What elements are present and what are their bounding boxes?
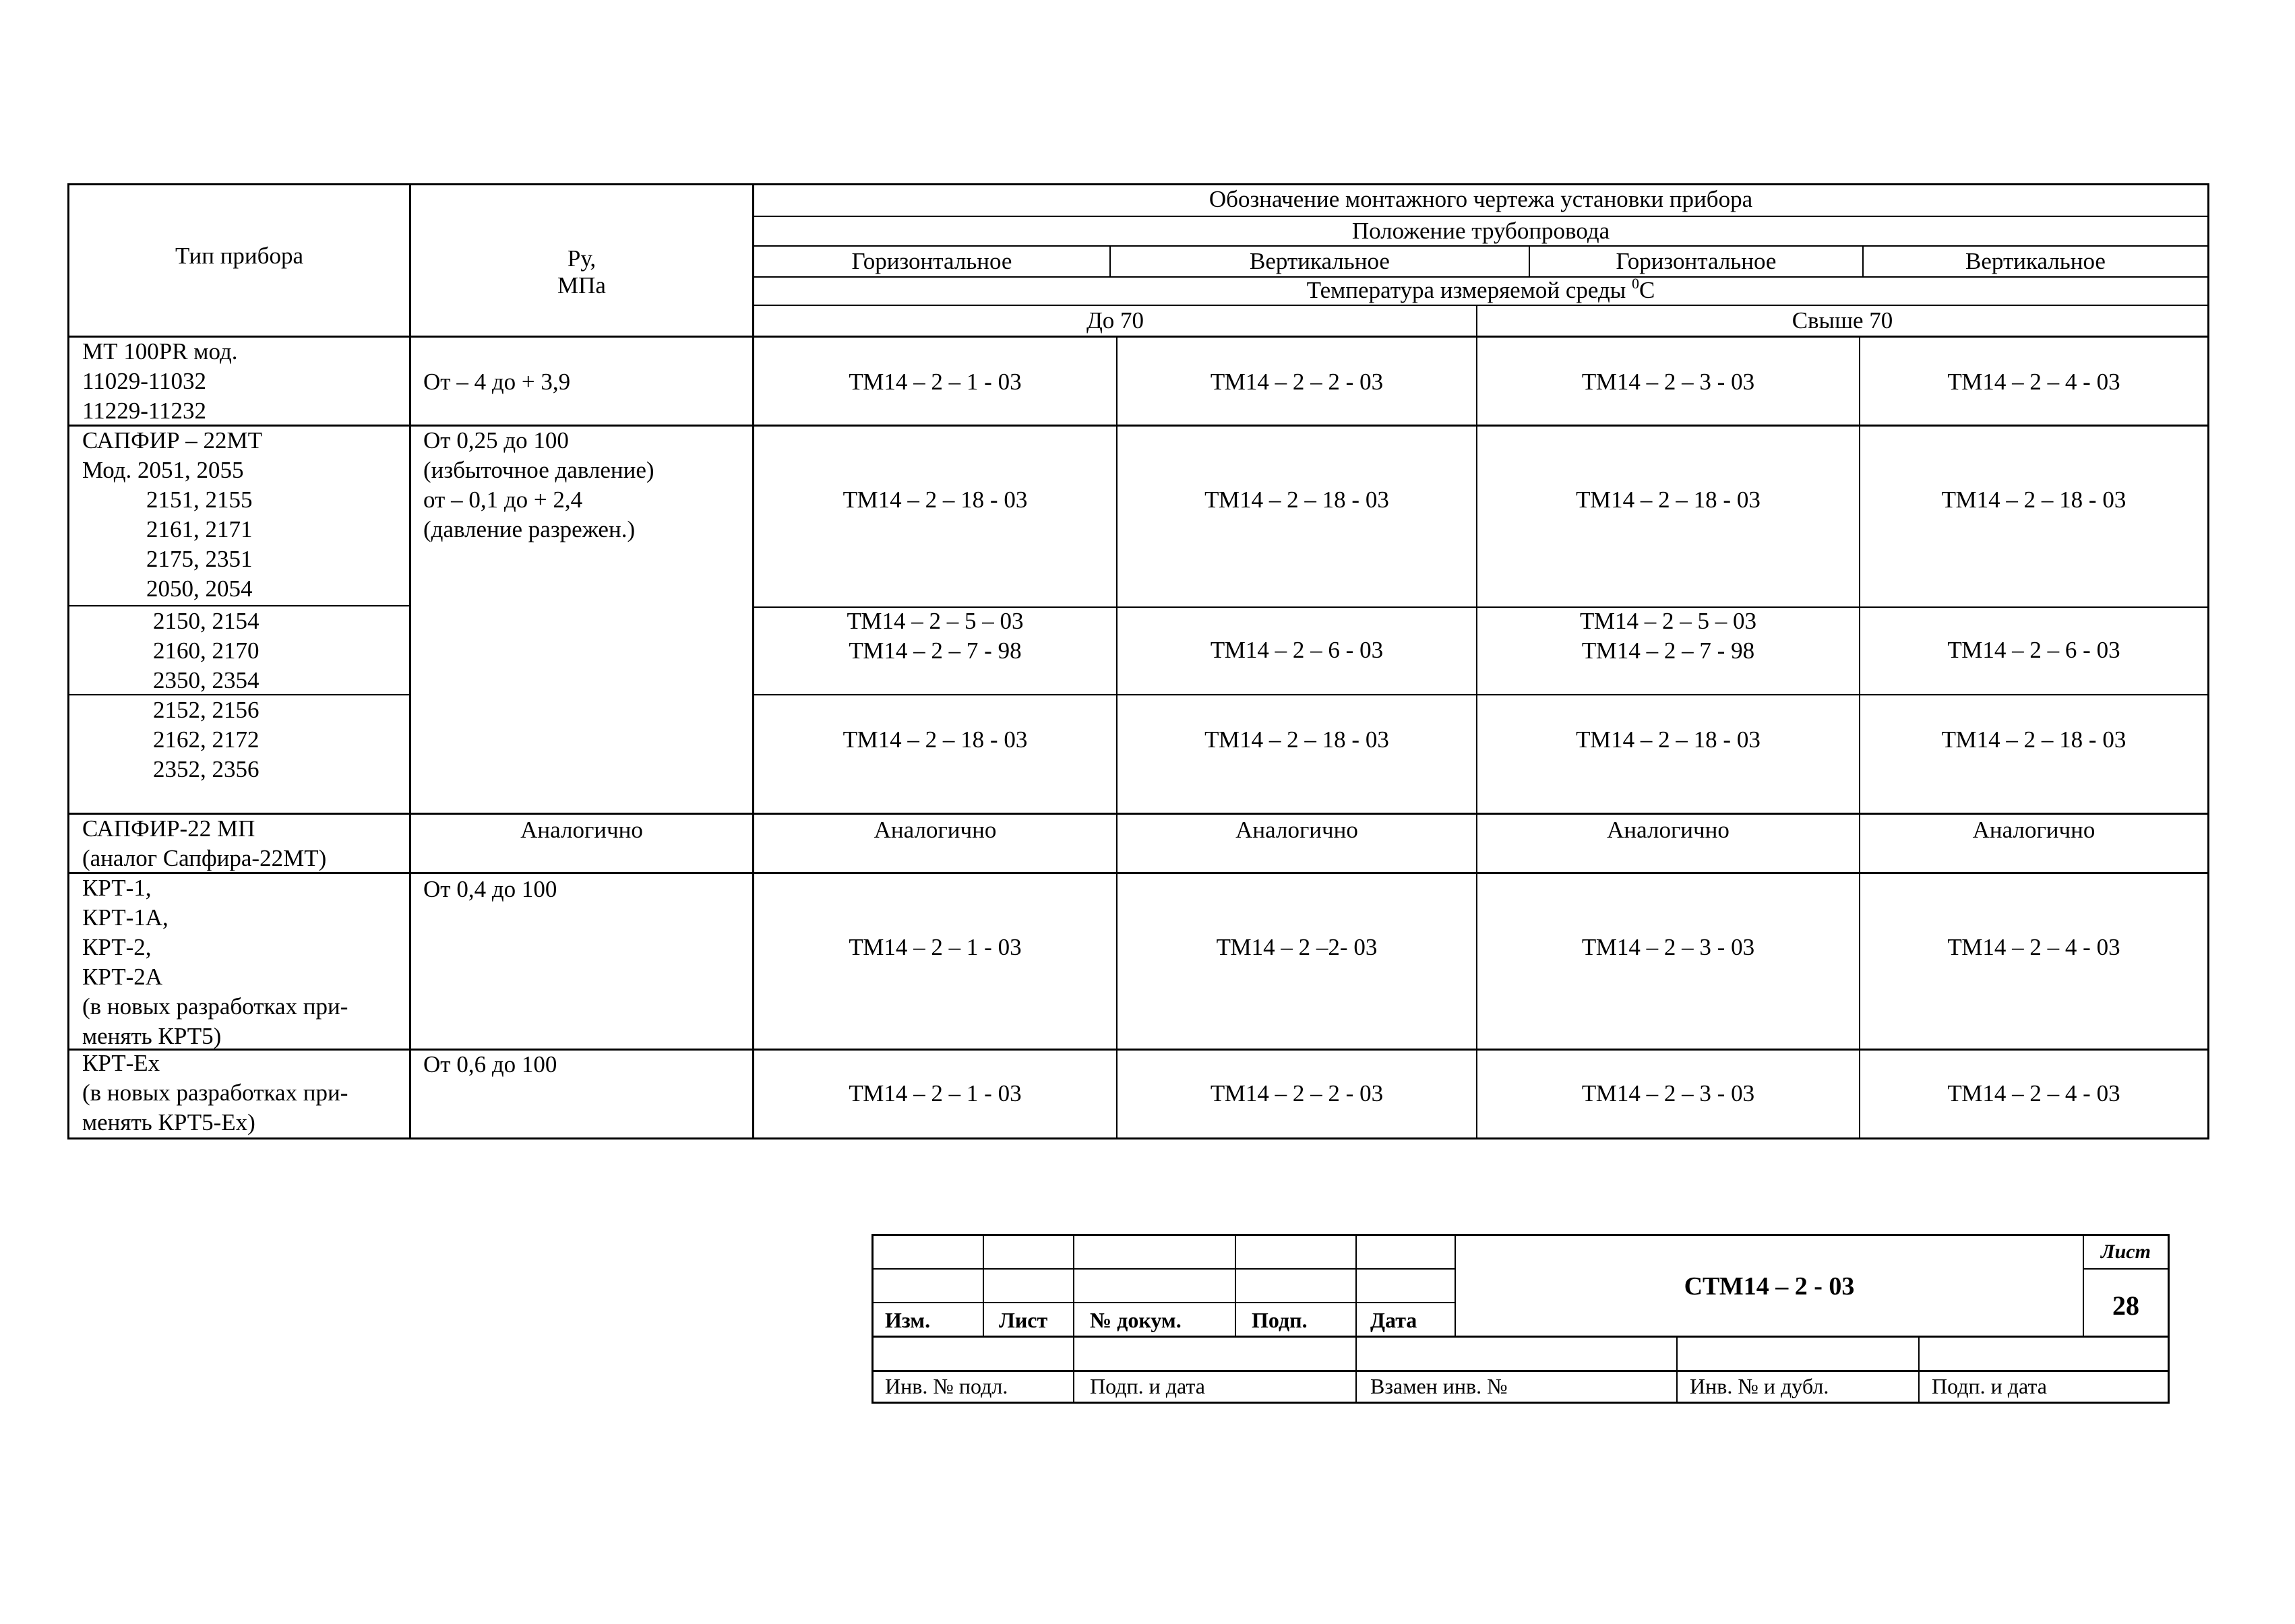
cell-line: ТМ14 – 2 – 7 - 98 <box>1581 637 1755 664</box>
row-krt-pressure: От 0,4 до 100 <box>423 876 557 902</box>
row-krt-cell: ТМ14 – 2 – 3 - 03 <box>1581 934 1755 960</box>
pressure-line: От 0,25 до 100 <box>423 427 569 454</box>
header-pressure-line2: МПа <box>557 272 606 299</box>
row-krt-ex-cell: ТМ14 – 2 – 3 - 03 <box>1581 1080 1755 1106</box>
device-line: 2161, 2171 <box>146 516 253 542</box>
device-line: МТ 100PR мод. <box>82 338 238 365</box>
row-krt-ex-device <box>82 1049 348 1137</box>
row-krt-device <box>82 873 348 1051</box>
tb-replace-inv: Взамен инв. № <box>1370 1374 1508 1398</box>
row-krt-cell: ТМ14 – 2 – 4 - 03 <box>1947 934 2120 960</box>
device-line: 2150, 2154 <box>153 608 259 634</box>
row-sapfir-cell: ТМ14 – 2 – 18 - 03 <box>1576 487 1761 513</box>
temperature-text: Температура измеряемой среды <box>1306 277 1632 303</box>
header-device-type: Тип прибора <box>175 243 304 269</box>
cell-line: ТМ14 – 2 – 5 – 03 <box>1579 608 1757 634</box>
device-line: Мод. 2051, 2055 <box>82 457 244 483</box>
row-sapfir-cell: ТМ14 – 2 – 18 - 03 <box>843 487 1028 513</box>
header-vertical-2: Вертикальное <box>1965 248 2106 274</box>
device-line: 2162, 2172 <box>153 726 259 753</box>
device-line: 2050, 2054 <box>146 575 253 602</box>
header-vertical-1: Вертикальное <box>1250 248 1390 274</box>
device-line: 11029-11032 <box>82 368 207 394</box>
header-above-70: Свыше 70 <box>1792 307 1893 334</box>
device-line: (аналог Сапфира-22МТ) <box>82 845 327 871</box>
pressure-line: от – 0,1 до + 2,4 <box>423 487 583 513</box>
device-line: 2152, 2156 <box>153 697 259 723</box>
row-2150-cell <box>1477 606 1859 666</box>
device-line: 11229-11232 <box>82 398 207 424</box>
tb-izm-label: Изм. <box>885 1308 931 1332</box>
cell-line: ТМ14 – 2 – 7 - 98 <box>849 637 1022 664</box>
row-sapfir-mp-cell: Аналогично <box>1235 817 1358 843</box>
device-line: КРТ-2А <box>82 964 163 990</box>
tb-sign-date-2: Подп. и дата <box>1932 1374 2047 1398</box>
pressure-line: (избыточное давление) <box>423 457 654 483</box>
row-2150-cell: ТМ14 – 2 – 6 - 03 <box>1210 637 1384 663</box>
row-krt-cell: ТМ14 – 2 – 1 - 03 <box>849 934 1022 960</box>
row-sapfir-mp-cell: Аналогично <box>1972 817 2095 843</box>
device-line: 2350, 2354 <box>153 667 259 693</box>
tb-sign-label: Подп. <box>1252 1308 1308 1332</box>
row-2150-device <box>153 606 259 695</box>
header-pipeline-position: Положение трубопровода <box>1351 218 1610 244</box>
row-sapfir-mp-cell: Аналогично <box>874 817 997 843</box>
temperature-unit: С <box>1639 277 1655 303</box>
row-sapfir-mp-cell: Аналогично <box>1607 817 1730 843</box>
header-drawing-designation: Обозначение монтажного чертежа установки прибора <box>1208 186 1753 212</box>
device-line: менять КРТ5) <box>82 1023 222 1049</box>
device-line: 2175, 2351 <box>146 546 253 572</box>
tb-doc-no-label: № докум. <box>1090 1308 1182 1332</box>
device-line: КРТ-1, <box>82 875 152 901</box>
header-horizontal-2: Горизонтальное <box>1616 248 1777 274</box>
tb-document-code: СТМ14 – 2 - 03 <box>1684 1272 1855 1301</box>
row-mt100-cell: ТМ14 – 2 – 1 - 03 <box>849 369 1022 395</box>
row-krt-ex-cell: ТМ14 – 2 – 1 - 03 <box>849 1080 1022 1106</box>
row-mt100-pressure: От – 4 до + 3,9 <box>423 369 571 395</box>
device-line: менять КРТ5-Ex) <box>82 1109 255 1135</box>
row-krt-ex-cell: ТМ14 – 2 – 2 - 03 <box>1210 1080 1384 1106</box>
tb-date-label: Дата <box>1370 1308 1417 1332</box>
row-krt-ex-cell: ТМ14 – 2 – 4 - 03 <box>1947 1080 2120 1106</box>
row-sapfir-mp-device <box>82 814 326 873</box>
tb-sheet-number: 28 <box>2112 1290 2139 1321</box>
header-up-to-70: До 70 <box>1086 307 1144 334</box>
row-2152-cell: ТМ14 – 2 – 18 - 03 <box>843 726 1028 753</box>
row-sapfir-device <box>82 426 262 604</box>
device-line: 2160, 2170 <box>153 637 259 664</box>
row-2152-cell: ТМ14 – 2 – 18 - 03 <box>1576 726 1761 753</box>
row-2152-cell: ТМ14 – 2 – 18 - 03 <box>1941 726 2126 753</box>
row-krt-ex-pressure: От 0,6 до 100 <box>423 1051 557 1078</box>
device-line: КРТ-Ex <box>82 1050 160 1076</box>
device-line: САПФИР-22 МП <box>82 815 255 842</box>
row-2152-cell: ТМ14 – 2 – 18 - 03 <box>1204 726 1389 753</box>
tb-sign-date-1: Подп. и дата <box>1090 1374 1205 1398</box>
device-line: (в новых разработках при- <box>82 1080 348 1106</box>
header-horizontal-1: Горизонтальное <box>851 248 1012 274</box>
pressure-line: (давление разрежен.) <box>423 516 636 542</box>
row-mt100-device <box>82 337 238 426</box>
device-line: (в новых разработках при- <box>82 993 348 1020</box>
device-line: 2352, 2356 <box>153 756 259 782</box>
cell-line: ТМ14 – 2 – 5 – 03 <box>847 608 1024 634</box>
degree-sign: 0 <box>1632 275 1640 292</box>
tb-inv-orig: Инв. № подл. <box>885 1374 1008 1398</box>
device-line: 2151, 2155 <box>146 487 253 513</box>
row-mt100-cell: ТМ14 – 2 – 3 - 03 <box>1581 369 1755 395</box>
row-sapfir-pressure <box>423 426 654 544</box>
header-temperature <box>754 276 2207 305</box>
tb-list-label: Лист <box>999 1308 1048 1332</box>
row-sapfir-cell: ТМ14 – 2 – 18 - 03 <box>1204 487 1389 513</box>
row-sapfir-mp-pressure: Аналогично <box>520 817 643 843</box>
device-line: КРТ-2, <box>82 934 152 960</box>
device-line: КРТ-1А, <box>82 904 169 931</box>
device-line: САПФИР – 22МТ <box>82 427 263 454</box>
row-sapfir-cell: ТМ14 – 2 – 18 - 03 <box>1941 487 2126 513</box>
header-pressure-line1: Ру, <box>567 245 596 272</box>
tb-sheet-label: Лист <box>2101 1241 2151 1263</box>
row-2150-cell <box>754 606 1116 666</box>
row-2152-device <box>153 695 259 784</box>
row-2150-cell: ТМ14 – 2 – 6 - 03 <box>1947 637 2120 663</box>
tb-inv-dup: Инв. № и дубл. <box>1690 1374 1829 1398</box>
row-krt-cell: ТМ14 – 2 –2- 03 <box>1216 934 1378 960</box>
row-mt100-cell: ТМ14 – 2 – 4 - 03 <box>1947 369 2120 395</box>
row-mt100-cell: ТМ14 – 2 – 2 - 03 <box>1210 369 1384 395</box>
